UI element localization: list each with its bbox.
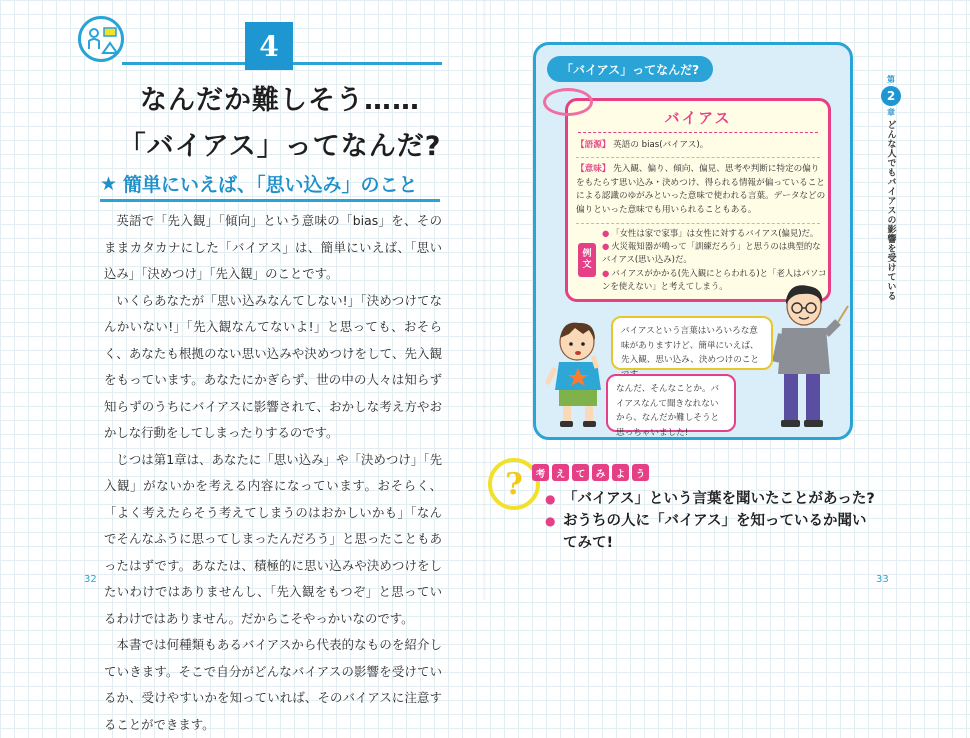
teacher-illustration [772,282,850,432]
paragraph: じつは第1章は、あなたに「思い込み」や「決めつけ」「先入観」がないかを考える内容になっています。おそらく、「よく考えたらそう考えてしまうのはおかしいかも」「なんでそんなふうに思ってしまったんだろう」と思ったこともあったはずです。あなたは、積極的に思い込みや決めつけをしたいわけではありませんし、「先入観をもつぞ」と思っているわけではありません。だからこそやっかいなのです。 [104,451,442,626]
title-line-2: 「バイアス」ってなんだ? [118,131,442,162]
book-gutter [483,0,487,600]
example-tag-char: 例 [582,249,592,259]
badge-char: う [632,464,649,481]
badge-char: て [572,464,589,481]
think-list [545,488,875,554]
divider [578,132,818,133]
paper-clip-icon [543,88,593,116]
chapter-side-tab [879,74,903,301]
list-item: ● 「女性は家で家事」は女性に対するバイアス(偏見)だ。 [602,227,828,240]
paragraph: 本書では何種類もあるバイアスから代表的なものを紹介していきます。そこで自分がどんなバイアスの影響を受けているか、受けやすいかを知っていれば、そのバイアスに注意することができます。 [104,637,442,732]
chapter-suffix: 章 [887,108,895,117]
title-line-1: なんだか難しそう…… [140,85,420,116]
meaning-tag: 【意味】 [576,164,611,174]
etymology-row [576,139,826,153]
badge-char: み [592,464,609,481]
panel-tab-label: 「バイアス」ってなんだ? [547,56,713,82]
list-item: ● 火災報知器が鳴って「訓練だろう」と思うのは典型的なバイアス(思い込み)だ。 [602,240,828,266]
divider [576,157,820,158]
chapter-number: 2 [881,86,901,106]
subheading [100,168,440,202]
paragraph: 英語で「先入観」「傾向」という意味の「bias」を、そのままカタカナにした「バイアス」は、簡単にいえば、「思い込み」「決めつけ」「先入観」のことです。 [104,213,442,281]
badge-char: よ [612,464,629,481]
subheading-text: 簡単にいえば、「思い込み」のこと [123,174,418,196]
etymology-text: 英語の bias(バイアス)。 [613,140,709,150]
card-title: バイアス [664,109,732,127]
page-number-left: 32 [84,574,97,585]
divider [576,223,820,224]
meaning-row [576,163,826,217]
people-idea-icon [78,16,124,62]
meaning-text: 先入観、偏り、傾向、偏見、思考や判断に特定の偏りをもたらす思い込み・決めつけ、得られる情報が偏っていることによる認識のゆがみといった意味で使われる言葉。データなどの偏りといった意味でも用いられることもある。 [576,164,826,215]
badge-char: 考 [532,464,549,481]
teacher-speech-bubble: バイアスという言葉はいろいろな意味がありますけど、簡単にいえば、先入観、思い込み、決めつけのこと [611,316,773,370]
boy-illustration [545,318,615,430]
list-item: ● 「バイアス」という言葉を聞いたことがあった? [545,488,875,510]
paragraph: いくらあなたが「思い込みなんてしない!」「決めつけてなんかいない!」「先入観なんてないよ!」と思っても、おそらく、あなたも根拠のない思い込みや決めつけをして、先入観をもっています。あなたにかぎらず、世の中の人々は知らず知らずのうちにバイアスに影響されて、おかしな考え方やおかしな行動をしてしまったりするのです。 [104,292,442,440]
chapter-prefix: 第 [887,75,895,84]
chapter-title-vertical: どんな人でもバイアスの影響を受けている [885,120,896,301]
page-title [110,78,450,170]
section-number-badge: 4 [245,22,293,70]
example-tag [578,243,596,277]
list-item: ● おうちの人に「バイアス」を知っているか聞いてみて! [545,510,875,554]
star-icon: ★ [100,172,118,195]
example-tag-char: 文 [582,260,592,270]
page-number-right: 33 [876,574,889,585]
etymology-tag: 【語源】 [576,140,611,150]
badge-char: え [552,464,569,481]
question-mark-icon: ? [488,458,540,510]
definition-card [565,98,831,302]
boy-speech-bubble: なんだ、そんなことか。バイアスなんて聞きなれないから、なんだか難しそうと思っちゃいました! [606,374,736,432]
list-item: ● バイアスがかかる(先入観にとらわれる)と「老人はパソコンを使えない」と考えてしまう。 [602,267,828,293]
think-badge [532,464,649,481]
body-text [104,208,442,738]
